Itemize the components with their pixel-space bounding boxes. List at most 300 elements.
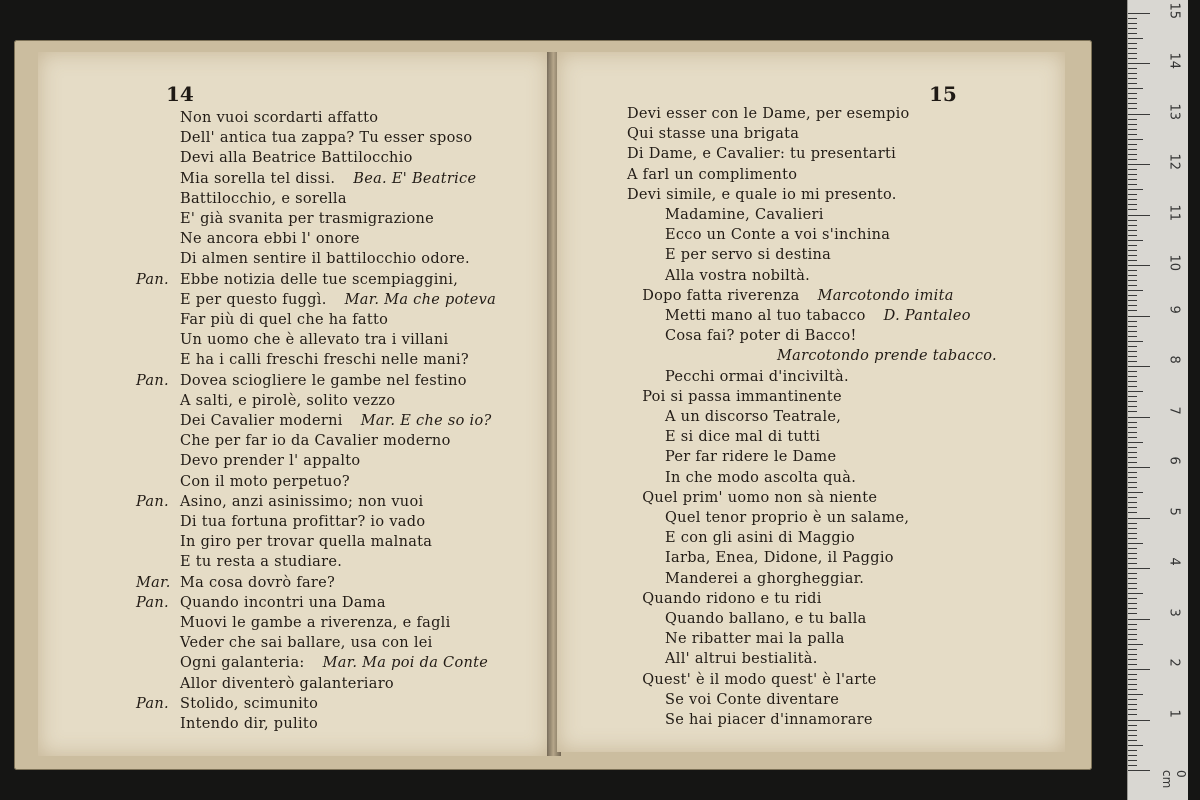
verse-text: Dopo fatta riverenza [642,287,800,304]
text-line [557,528,1063,548]
ruler-tick [1128,543,1143,544]
verse-text: Se voi Conte diventare [665,691,840,708]
speaker-label: Pan. [136,372,169,389]
text-line [38,472,548,492]
verse-text: E per servo si destina [665,247,832,264]
ruler-tick [1128,184,1137,185]
verse-text: Ma cosa dovrò fare? [180,574,336,591]
ruler-tick [1128,366,1150,367]
text-line [38,714,548,734]
ruler-number: 11 [1166,204,1182,221]
text-line [557,124,1063,144]
ruler-tick [1128,437,1137,438]
page-number-left: 14 [166,82,194,106]
text-line [557,185,1063,205]
ruler-tick [1128,159,1137,160]
verse-text: Quando ridono e tu ridi [642,590,822,607]
ruler-tick [1128,654,1137,655]
verse-text: Ne ribatter mai la palla [665,631,845,648]
ruler-tick [1128,679,1137,680]
verse-text: In giro per trovar quella malnata [180,534,433,551]
text-line [557,670,1063,690]
verse-text: Quando incontri una Dama [180,594,386,611]
verse-text: Pecchi ormai d'inciviltà. [665,368,849,385]
ruler-tick [1128,88,1143,89]
verse-text: Devi esser con le Dame, per esempio [627,106,910,122]
ruler-tick [1128,351,1137,352]
ruler-tick [1128,220,1137,221]
stage-direction: D. Pantaleo [883,308,971,324]
ruler-tick [1128,275,1137,276]
ruler-tick [1128,497,1137,498]
text-line [557,326,1063,346]
text-line [557,548,1063,568]
ruler-tick [1128,725,1137,726]
ruler-tick [1128,669,1150,670]
ruler-tick [1128,139,1143,140]
verse-text: E con gli asini di Maggio [665,530,855,547]
text-line [557,266,1063,286]
ruler-tick [1128,411,1137,412]
ruler-tick [1128,169,1137,170]
ruler-tick [1128,108,1137,109]
text-line [38,653,548,673]
ruler-number: 12 [1166,153,1182,171]
ruler-tick [1128,659,1137,660]
speaker-aside: Mar. E che so io? [360,413,492,429]
speaker-aside: Mar. Ma che poteva [344,291,497,308]
text-line [38,552,548,572]
ruler-tick [1128,477,1137,478]
ruler-tick [1128,149,1137,150]
text-line [557,144,1063,164]
verse-text: Per far ridere le Dame [665,449,837,466]
verse-text: Non vuoi scordarti affatto [180,110,379,126]
page-number-right: 15 [929,82,957,106]
ruler-tick [1128,285,1137,286]
verse-text: Ne ancora ebbi l' onore [180,231,360,248]
ruler-tick [1128,199,1137,200]
speaker-aside: Mar. Ma poi da Conte [322,655,489,672]
ruler-tick [1128,305,1137,306]
ruler-tick [1128,280,1137,281]
ruler-tick [1128,225,1137,226]
verse-text: E tu resta a studiare. [180,554,343,571]
ruler-tick [1128,401,1137,402]
text-line [557,629,1063,649]
ruler-tick [1128,755,1137,756]
ruler-tick [1128,694,1143,695]
text-line [38,573,548,593]
measurement-ruler [1127,0,1188,800]
speaker-label: Pan. [136,695,169,712]
ruler-tick [1128,760,1137,761]
ruler-tick [1128,704,1137,705]
ruler-tick [1128,316,1150,317]
ruler-tick [1128,613,1137,614]
verse-text: E' già svanita per trasmigrazione [180,211,435,227]
verse-text: Devi simile, e quale io mi presento. [627,186,897,203]
text-line [557,690,1063,710]
text-line [38,674,548,694]
ruler-tick [1128,462,1137,463]
ruler-tick [1128,336,1137,337]
verse-text: Ebbe notizia delle tue scempiaggini, [180,271,459,288]
verse-text: Dell' antica tua zappa? Tu esser sposo [180,130,473,147]
text-line [557,205,1063,225]
text-line [38,310,548,330]
verse-text: All' altrui bestialità. [665,651,818,668]
ruler-tick [1128,235,1137,236]
text-line [38,229,548,249]
ruler-tick [1128,406,1137,407]
ruler-number: 3 [1166,608,1182,617]
ruler-tick [1128,639,1137,640]
verse-text: Ecco un Conte a voi s'inchina [665,227,891,244]
ruler-number: 4 [1166,557,1182,566]
text-line [38,532,548,552]
text-line [557,245,1063,265]
ruler-tick [1128,568,1150,569]
text-line [38,613,548,633]
ruler-tick [1128,48,1137,49]
ruler-tick [1128,457,1137,458]
ruler-tick [1128,371,1137,372]
ruler-tick [1128,290,1143,291]
text-line [38,694,548,714]
ruler-number: 14 [1166,52,1182,70]
text-line [557,306,1063,326]
text-line [557,649,1063,669]
ruler-tick [1128,38,1143,39]
verse-text: Dovea sciogliere le gambe nel festino [180,372,467,389]
text-line [38,451,548,471]
ruler-number: 7 [1166,406,1182,415]
text-line [38,249,548,269]
ruler-tick [1128,593,1143,594]
ruler-tick [1128,260,1137,261]
ruler-tick [1128,189,1143,190]
ruler-number: 9 [1166,305,1182,314]
verse-text: Madamine, Cavalieri [665,207,824,223]
ruler-tick [1128,68,1137,69]
speaker-label: Pan. [136,493,169,510]
ruler-tick [1128,346,1137,347]
verse-text: Quando ballano, e tu balla [665,611,867,627]
verse-text: E ha i calli freschi freschi nelle mani? [180,352,469,369]
ruler-tick [1128,507,1137,508]
verse-text: Stolido, scimunito [180,695,319,712]
ruler-tick [1128,396,1137,397]
ruler-tick [1128,391,1143,392]
ruler-tick [1128,361,1137,362]
verse-text: Manderei a ghorgheggiar. [665,570,865,587]
verse-text: Di almen sentire il battilocchio odore. [180,251,470,268]
ruler-tick [1128,356,1137,357]
ruler-tick [1128,689,1137,690]
ruler-tick [1128,538,1137,539]
ruler-tick [1128,43,1137,44]
ruler-tick [1128,664,1137,665]
ruler-tick [1128,124,1137,125]
ruler-number: 8 [1166,355,1182,364]
verse-text: Cosa fai? poter di Bacco! [665,328,857,345]
ruler-number: 10 [1166,254,1182,272]
verse-text: Devo prender l' appalto [180,453,361,470]
ruler-tick [1128,422,1137,423]
text-line [557,468,1063,488]
verse-text: Muovi le gambe a riverenza, e fagli [180,615,451,631]
ruler-tick [1128,18,1137,19]
ruler-tick [1128,578,1137,579]
ruler-tick [1128,603,1137,604]
ruler-tick [1128,452,1137,453]
text-line [38,108,548,128]
text-line [38,371,548,391]
text-line [38,189,548,209]
ruler-tick [1128,583,1137,584]
text-line [38,209,548,229]
ruler-tick [1128,740,1137,741]
ruler-number: 5 [1166,507,1182,516]
verse-text: Se hai piacer d'innamorare [665,712,873,728]
verse-text: A un discorso Teatrale, [665,409,842,425]
text-line [557,225,1063,245]
ruler-tick [1128,553,1137,554]
ruler-unit-label: 0 cm [1160,770,1188,789]
left-page [38,52,550,756]
text-line [38,633,548,653]
ruler-tick [1128,528,1137,529]
ruler-tick [1128,649,1137,650]
ruler-tick [1128,684,1137,685]
ruler-tick [1128,523,1137,524]
verse-text: Intendo dir, pulito [180,716,319,732]
text-line [38,431,548,451]
ruler-tick [1128,98,1137,99]
ruler-tick [1128,326,1137,327]
text-line [38,411,548,431]
ruler-tick [1128,432,1137,433]
text-line [557,710,1063,730]
ruler-tick [1128,204,1137,205]
verse-text: Far più di quel che ha fatto [180,312,389,328]
ruler-tick [1128,331,1137,332]
ruler-tick [1128,28,1137,29]
ruler-tick [1128,119,1137,120]
verse-text: Quel tenor proprio è un salame, [665,510,910,526]
verse-text: Di tua fortuna profittar? io vado [180,514,426,530]
text-line [557,447,1063,467]
ruler-tick [1128,447,1137,448]
verse-text: Devi alla Beatrice Battilocchio [180,150,413,167]
text-line [38,391,548,411]
ruler-tick [1128,745,1143,746]
ruler-tick [1128,533,1137,534]
ruler-tick [1128,619,1150,620]
text-line [557,488,1063,508]
verse-text: Iarba, Enea, Didone, il Paggio [665,550,894,567]
verse-text: Quel prim' uomo non sà niente [642,489,878,506]
ruler-tick [1128,644,1143,645]
verse-text: Battilocchio, e sorella [180,190,347,207]
text-line [557,407,1063,427]
text-line [557,508,1063,528]
ruler-tick [1128,83,1137,84]
text-line [557,286,1063,306]
ruler-number: 15 [1166,2,1182,19]
ruler-tick [1128,765,1137,766]
speaker-label: Pan. [136,271,169,288]
ruler-tick [1128,93,1137,94]
verse-text: Asino, anzi asinissimo; non vuoi [180,493,424,510]
ruler-tick [1128,730,1137,731]
text-line [38,330,548,350]
ruler-tick [1128,73,1137,74]
ruler-tick [1128,608,1137,609]
text-line [38,512,548,532]
ruler-tick [1128,134,1137,135]
ruler-tick [1128,386,1137,387]
ruler-tick [1128,376,1137,377]
speaker-label: Pan. [136,594,169,611]
verse-text: Alla vostra nobiltà. [665,267,811,284]
ruler-number: 13 [1166,103,1182,120]
text-line [557,609,1063,629]
speaker-label: Mar. [136,574,171,591]
ruler-tick [1128,427,1137,428]
ruler-tick [1128,240,1143,241]
verse-text: A salti, e pirolè, solito vezzo [180,392,396,409]
ruler-tick [1128,563,1137,564]
ruler-tick [1128,714,1137,715]
text-line [557,165,1063,185]
ruler-tick [1128,750,1137,751]
ruler-tick [1128,23,1137,24]
ruler-tick [1128,265,1150,266]
ruler-tick [1128,174,1137,175]
ruler-tick [1128,472,1137,473]
ruler-tick [1128,588,1137,589]
ruler-tick [1128,129,1137,130]
text-line [557,427,1063,447]
ruler-tick [1128,78,1137,79]
ruler-tick [1128,442,1143,443]
ruler-number: 6 [1166,456,1182,465]
ruler-tick [1128,381,1137,382]
ruler-number: 2 [1166,658,1182,667]
text-line [557,569,1063,589]
ruler-tick [1128,492,1143,493]
verse-text: In che modo ascolta quà. [665,469,857,486]
ruler-tick [1128,209,1137,210]
ruler-tick [1128,629,1137,630]
stage-direction: Marcotondo prende tabacco. [777,348,997,365]
ruler-tick [1128,310,1137,311]
verse-text: E si dice mal di tutti [665,429,821,446]
ruler-tick [1128,341,1143,342]
ruler-tick [1128,709,1137,710]
ruler-tick [1128,250,1137,251]
verse-text: Di Dame, e Cavalier: tu presentarti [627,146,897,163]
text-line [557,346,1063,366]
ruler-tick [1128,164,1150,165]
ruler-tick [1128,487,1137,488]
ruler-tick [1128,230,1137,231]
text-line [38,290,548,310]
verse-text: E per questo fuggì. [180,291,327,308]
ruler-tick [1128,270,1137,271]
ruler-tick [1128,255,1137,256]
ruler-tick [1128,114,1150,115]
verse-text: Ogni galanteria: [180,655,305,672]
ruler-tick [1128,103,1137,104]
ruler-tick [1128,598,1137,599]
speaker-aside: Bea. E' Beatrice [353,170,477,187]
verse-text: Qui stasse una brigata [627,126,800,143]
ruler-tick [1128,674,1137,675]
ruler-tick [1128,518,1150,519]
verse-text: Un uomo che è allevato tra i villani [180,332,449,349]
ruler-tick [1128,720,1150,721]
ruler-tick [1128,770,1150,771]
verse-text: Allor diventerò galanteriaro [180,675,394,692]
ruler-tick [1128,573,1137,574]
text-line [38,350,548,370]
ruler-tick [1128,417,1150,418]
text-line [38,270,548,290]
text-line [38,128,548,148]
ruler-tick [1128,624,1137,625]
ruler-tick [1128,63,1150,64]
text-line [557,387,1063,407]
right-page [557,52,1065,752]
ruler-tick [1128,53,1137,54]
ruler-tick [1128,502,1137,503]
ruler-tick [1128,558,1137,559]
ruler-tick [1128,245,1137,246]
ruler-tick [1128,194,1137,195]
verse-text: Metti mano al tuo tabacco [665,308,866,324]
ruler-tick [1128,512,1137,513]
ruler-tick [1128,154,1137,155]
ruler-tick [1128,467,1150,468]
verse-text: Mia sorella tel dissi. [180,170,336,187]
text-line [557,104,1063,124]
verse-text: Che per far io da Cavalier moderno [180,433,451,450]
ruler-number: 1 [1166,709,1182,718]
ruler-tick [1128,295,1137,296]
ruler-tick [1128,58,1137,59]
ruler-tick [1128,144,1137,145]
ruler-tick [1128,699,1137,700]
ruler-tick [1128,735,1137,736]
ruler-tick [1128,482,1137,483]
ruler-tick [1128,548,1137,549]
ruler-tick [1128,179,1137,180]
ruler-tick [1128,33,1137,34]
verse-text: Dei Cavalier moderni [180,413,343,429]
ruler-tick [1128,634,1137,635]
text-line [557,367,1063,387]
stage-direction: Marcotondo imita [817,287,954,304]
verse-text: Poi si passa immantinente [642,388,842,405]
text-line [38,492,548,512]
verse-text: Veder che sai ballare, usa con lei [180,635,433,652]
ruler-tick [1128,13,1150,14]
text-line [557,589,1063,609]
text-line [38,593,548,613]
